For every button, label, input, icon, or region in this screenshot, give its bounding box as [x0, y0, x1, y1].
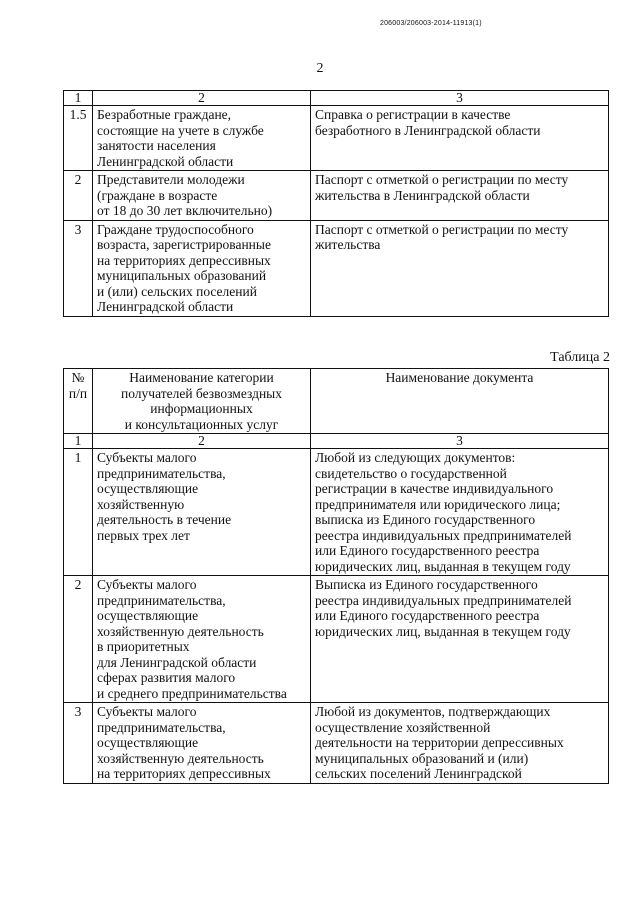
document-cell [311, 576, 609, 703]
category-line: Представители молодежи [97, 172, 245, 187]
category-line: Субъекты малого [97, 577, 197, 592]
category-line: Граждане трудоспособного [97, 221, 254, 237]
category-line: предпринимательства, [97, 719, 226, 735]
document-code: 206003/206003-2014-11913(1) [380, 20, 482, 27]
category-line: на территориях депрессивных [97, 252, 271, 268]
document-line: жительства в Ленинградской области [315, 187, 530, 203]
table2-body [64, 369, 609, 784]
column-index-cell: 2 [93, 434, 311, 449]
category-line: осуществляющие [97, 608, 199, 623]
document-line: деятельности на территории депрессивных [315, 735, 564, 750]
category-line: сферах развития малого [97, 670, 236, 685]
header-num-line: № [71, 370, 85, 385]
header-num-line: п/п [68, 385, 88, 401]
category-line: муниципальных образований [97, 268, 267, 283]
document-line: предпринимателя или юридического лица; [315, 496, 561, 512]
category-line: в приоритетных [97, 639, 190, 654]
category-line: предпринимательства, [97, 465, 226, 481]
document-line: сельских поселений Ленинградской [315, 766, 522, 781]
document-cell [311, 171, 609, 221]
category-line: Безработные граждане, [97, 107, 232, 122]
table2-header-row [64, 369, 609, 434]
header-category-line: и консультационных услуг [124, 416, 279, 432]
category-cell [93, 106, 311, 171]
category-line: Ленинградской области [97, 153, 234, 169]
column-index-cell: 3 [311, 91, 609, 106]
page-number: 2 [316, 61, 324, 76]
category-line: и среднего предпринимательства [97, 685, 287, 701]
table-row [64, 171, 609, 221]
table2-caption: Таблица 2 [550, 350, 610, 365]
category-line: осуществляющие [97, 735, 199, 750]
table-row [64, 576, 609, 703]
document-line: осуществление хозяйственной [315, 719, 491, 735]
category-line: хозяйственную деятельность [97, 750, 264, 766]
document-cell [311, 449, 609, 576]
row-number-cell: 1 [64, 449, 93, 576]
header-category-cell [93, 369, 311, 434]
document-line: Паспорт с отметкой о регистрации по месту [315, 172, 569, 187]
category-line: возраста, зарегистрированные [97, 237, 271, 252]
row-number-cell: 1.5 [64, 106, 93, 171]
category-line: хозяйственную деятельность [97, 623, 264, 639]
document-line: реестра индивидуальных предпринимателей [315, 527, 572, 543]
row-number-cell: 2 [64, 171, 93, 221]
table-row [64, 449, 609, 576]
row-number-cell: 2 [64, 576, 93, 703]
document-line: Паспорт с отметкой о регистрации по месту [315, 221, 569, 237]
category-cell [93, 171, 311, 221]
table1-body [64, 91, 609, 317]
document-line: жительства [315, 237, 381, 252]
category-line: от 18 до 30 лет включительно) [97, 203, 273, 218]
category-line: (граждане в возрасте [97, 187, 218, 203]
document-line: юридических лиц, выданная в текущем году [315, 558, 571, 574]
document-line: или Единого государственного реестра [315, 543, 540, 558]
category-line: осуществляющие [97, 481, 199, 496]
category-line: Ленинградской области [97, 299, 234, 314]
row-number-cell: 3 [64, 703, 93, 784]
column-index-cell: 1 [64, 434, 93, 449]
table2-index-row [64, 434, 609, 449]
category-line: Субъекты малого [97, 704, 197, 719]
category-line: первых трех лет [97, 527, 190, 543]
category-line: на территориях депрессивных [97, 766, 271, 781]
document-line: муниципальных образований и (или) [315, 750, 529, 766]
document-line: Выписка из Единого государственного [315, 577, 538, 592]
document-line: реестра индивидуальных предпринимателей [315, 592, 572, 608]
category-line: занятости населения [97, 138, 216, 153]
document-line: или Единого государственного реестра [315, 608, 540, 623]
table-row [64, 220, 609, 316]
document-cell [311, 106, 609, 171]
category-line: для Ленинградской области [97, 654, 257, 670]
document-line: безработного в Ленинградской области [315, 122, 541, 138]
table-row [64, 703, 609, 784]
header-num-cell [64, 369, 93, 434]
category-line: и (или) сельских поселений [97, 283, 257, 299]
category-line: деятельность в течение [97, 512, 232, 527]
header-document-cell [311, 369, 609, 434]
documents-table-1 [63, 90, 609, 317]
category-line: Субъекты малого [97, 450, 197, 465]
document-cell [311, 220, 609, 316]
document-line: юридических лиц, выданная в текущем году [315, 623, 571, 639]
category-line: хозяйственную [97, 496, 185, 512]
column-index-cell: 1 [64, 91, 93, 106]
category-cell [93, 449, 311, 576]
category-cell [93, 703, 311, 784]
table1-index-row [64, 91, 609, 106]
row-number-cell: 3 [64, 220, 93, 316]
header-document-line: Наименование документа [385, 370, 534, 385]
document-line: свидетельство о государственной [315, 465, 507, 481]
document-cell [311, 703, 609, 784]
header-category-line: информационных [150, 401, 253, 416]
documents-table-2 [63, 368, 609, 784]
column-index-cell: 2 [93, 91, 311, 106]
document-line: выписка из Единого государственного [315, 512, 536, 527]
document-line: Справка о регистрации в качестве [315, 107, 511, 122]
category-cell [93, 576, 311, 703]
category-line: состоящие на учете в службе [97, 122, 264, 138]
category-cell [93, 220, 311, 316]
document-line: Любой из документов, подтверждающих [315, 704, 551, 719]
document-line: Любой из следующих документов: [315, 450, 516, 465]
category-line: предпринимательства, [97, 592, 226, 608]
column-index-cell: 3 [311, 434, 609, 449]
header-category-line: получателей безвозмездных [121, 385, 282, 401]
table-row [64, 106, 609, 171]
document-line: регистрации в качестве индивидуального [315, 481, 554, 496]
header-category-line: Наименование категории [129, 370, 274, 385]
